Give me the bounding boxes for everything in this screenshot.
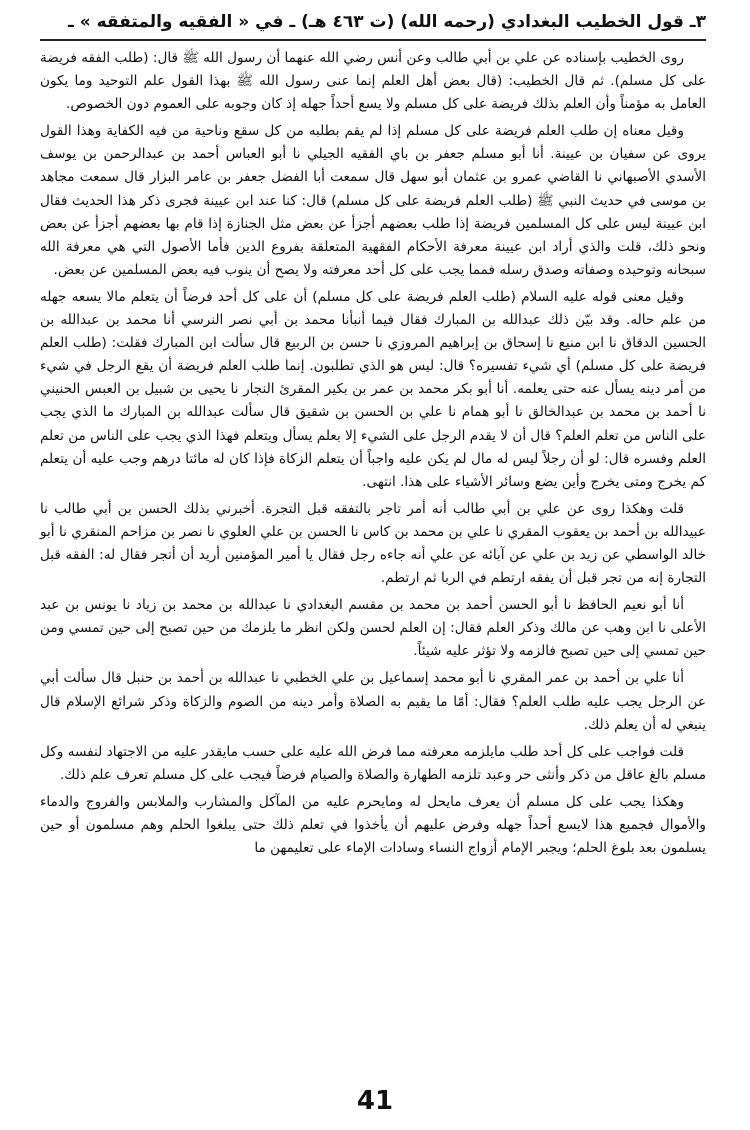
paragraph-5: أنا أبو نعيم الحافظ نا أبو الحسن أحمد بن محمد بن مقسم البغدادي نا عبدالله بن محمد بن زياد نا يونس بن عبد الأعلى نا ابن وهب عن مالك وذكر العلم فقال: إن العلم لحسن ولكن انظر ما يلزمك من حين تصبح إلى حين تمسي ومن حين تمسي إلى حين تصبح فالزمه ولا تؤثر عليه شيئاً.: [40, 597, 706, 660]
paragraph-6: أنا علي بن أحمد بن عمر المقري نا أبو محمد إسماعيل بن علي الخطبي نا عبدالله بن أحمد بن حنبل قال سألت أبي عن الرجل يجب عليه طلب العلم؟ فقال: أمّا ما يقيم به الصلاة وأمر دينه من الصوم والزكاة وذكر شرائع الإسلام قال ينبغي له أن يعلم ذلك.: [40, 670, 706, 733]
page-number: 41: [356, 1086, 394, 1116]
paragraph-4: قلت وهكذا روى عن علي بن أبي طالب أنه أمر تاجر بالتفقه قبل التجرة. أخبرني بذلك الحسن بن أبي طالب نا عبيدالله بن أحمد بن يعقوب المقري نا علي بن محمد بن كاس نا الحسن بن علي العلوي نا نصر بن مزاحم المنقري نا أبو خالد الواسطي عن زيد بن علي عن آبائه عن علي أنه جاءه رجل فقال يا أمير المؤمنين أريد أن أتجر فقال له: الفقه قبل التجارة إنه من تجر قبل أن يفقه ارتطم في الربا ثم ارتطم.: [40, 500, 706, 587]
section-heading: ٣ـ قول الخطيب البغدادي (رحمه الله) (ت ٤٦٣ هـ) ـ في « الفقيه والمتفقه » ـ: [40, 8, 706, 41]
paragraph-2: وقيل معناه إن طلب العلم فريضة على كل مسلم إذا لم يقم بطلبه من كل سقع وناحية من فيه الكفاية وهذا القول يروى عن سفيان بن عيينة. أنا أبو مسلم جعفر بن باي الفقيه الجيلي نا أبو العباس أحمد بن عبدالرحمن بن يوسف الأسدي الأصبهاني نا القاضي عمرو بن عثمان أبو سهل قال سمعت أبا الفضل جعفر بن عامر البزار قال سمعت مجاهد بن موسى في حديث النبي ﷺ (طلب العلم فريضة على كل مسلم) قال: كنا عند ابن عيينة فجرى ذكر هذا الحديث فقال ابن عيينة ليس على كل المسلمين فريضة إذا طلب بعضهم أجزأ عن بعض مثل الجنازة إذا قام بها بعضهم أجزأ عن بعض ونحو ذلك، قلت والذي أراد ابن عيينة معرفة الأحكام الفقهية المتعلقة بفروع الدين فأما الأصول التي هي معرفة الله سبحانه وتوحيده وصفاته وصدق رسله فمما يجب على كل أحد معرفته ولا يصح أن ينوب فيه بعض المسلمين عن بعض.: [40, 123, 706, 278]
paragraph-3: وقيل معنى قوله عليه السلام (طلب العلم فريضة على كل مسلم) أن على كل أحد فرضاً أن يتعلم مالا يسعه جهله من علم حاله. وقد بيّن ذلك عبدالله بن المبارك فقال فيما أنبأنا محمد بن أبي نصر النرسي أنا محمد بن عبدالله بن الحسين الدقاق نا ابن منيع نا إسحاق بن إبراهيم المروزي نا حسن بن الربيع قال سألت ابن المبارك فقلت: (طلب العلم فريضة على كل مسلم) أي شيء تفسيره؟ قال: ليس هو الذي تطلبون. إنما طلب العلم فريضة أن يقع الرجل في شيء من أمر دينه يسأل عنه حتى يعلمه. أنا أبو بكر محمد بن عمر بن بكير المقرئ النجار نا يحيى بن شبيل بن العبس الحنيني نا أحمد بن محمد بن عبدالخالق نا أبو همام نا علي بن الحسن بن شقيق قال سألت عبدالله بن المبارك ما الذي يجب على الناس من تعلم العلم؟ قال أن لا يقدم الرجل على الشيء إلا بعلم يسأل ويتعلم فهذا الذي يجب على الناس من تعلم العلم وفسره قال: لو أن رجلاً ليس له مال لم يكن عليه واجباً أن يتعلم الزكاة فإذا كان له مائتا درهم وجب عليه أن يتعلم كم يخرج ومتى يخرج وأين يضع وسائر الأشياء على هذا. انتهى.: [40, 288, 706, 490]
paragraph-7: قلت فواجب على كل أحد طلب مايلزمه معرفته مما فرض الله عليه على حسب مايقدر عليه من الاجتهاد لنفسه وكل مسلم بالغ عاقل من ذكر وأنثى حر وعبد تلزمه الطهارة والصلاة والصيام فرضاً فيجب على كل مسلم تعرف علم ذلك.: [40, 743, 706, 783]
paragraph-1: روى الخطيب بإسناده عن علي بن أبي طالب وعن أنس رضي الله عنهما أن رسول الله ﷺ قال: (طلب الفقه فريضة على كل مسلم). ثم قال الخطيب: (قال بعض أهل العلم إنما عنى رسول الله ﷺ بهذا القول علم التوحيد وما يكون العامل به مؤمناً وأن العلم بذلك فريضة على كل مسلم ولا يسع أحداً جهله إذ كان وجوبه على العموم دون الخصوص.: [40, 50, 706, 113]
body-text: [40, 47, 706, 860]
paragraph-8: وهكذا يجب على كل مسلم أن يعرف مايحل له ومايحرم عليه من المآكل والمشارب والملابس والفروج والدماء والأموال فجميع هذا لايسع أحداً جهله وفرض عليهم أن يأخذوا في تعلم ذلك حتى يبلغوا الحلم وهم مسلمون أو حين يسلمون بعد بلوغ الحلم؛ ويجبر الإمام أزواج النساء وسادات الإماء على تعليمهن ما: [40, 793, 706, 857]
